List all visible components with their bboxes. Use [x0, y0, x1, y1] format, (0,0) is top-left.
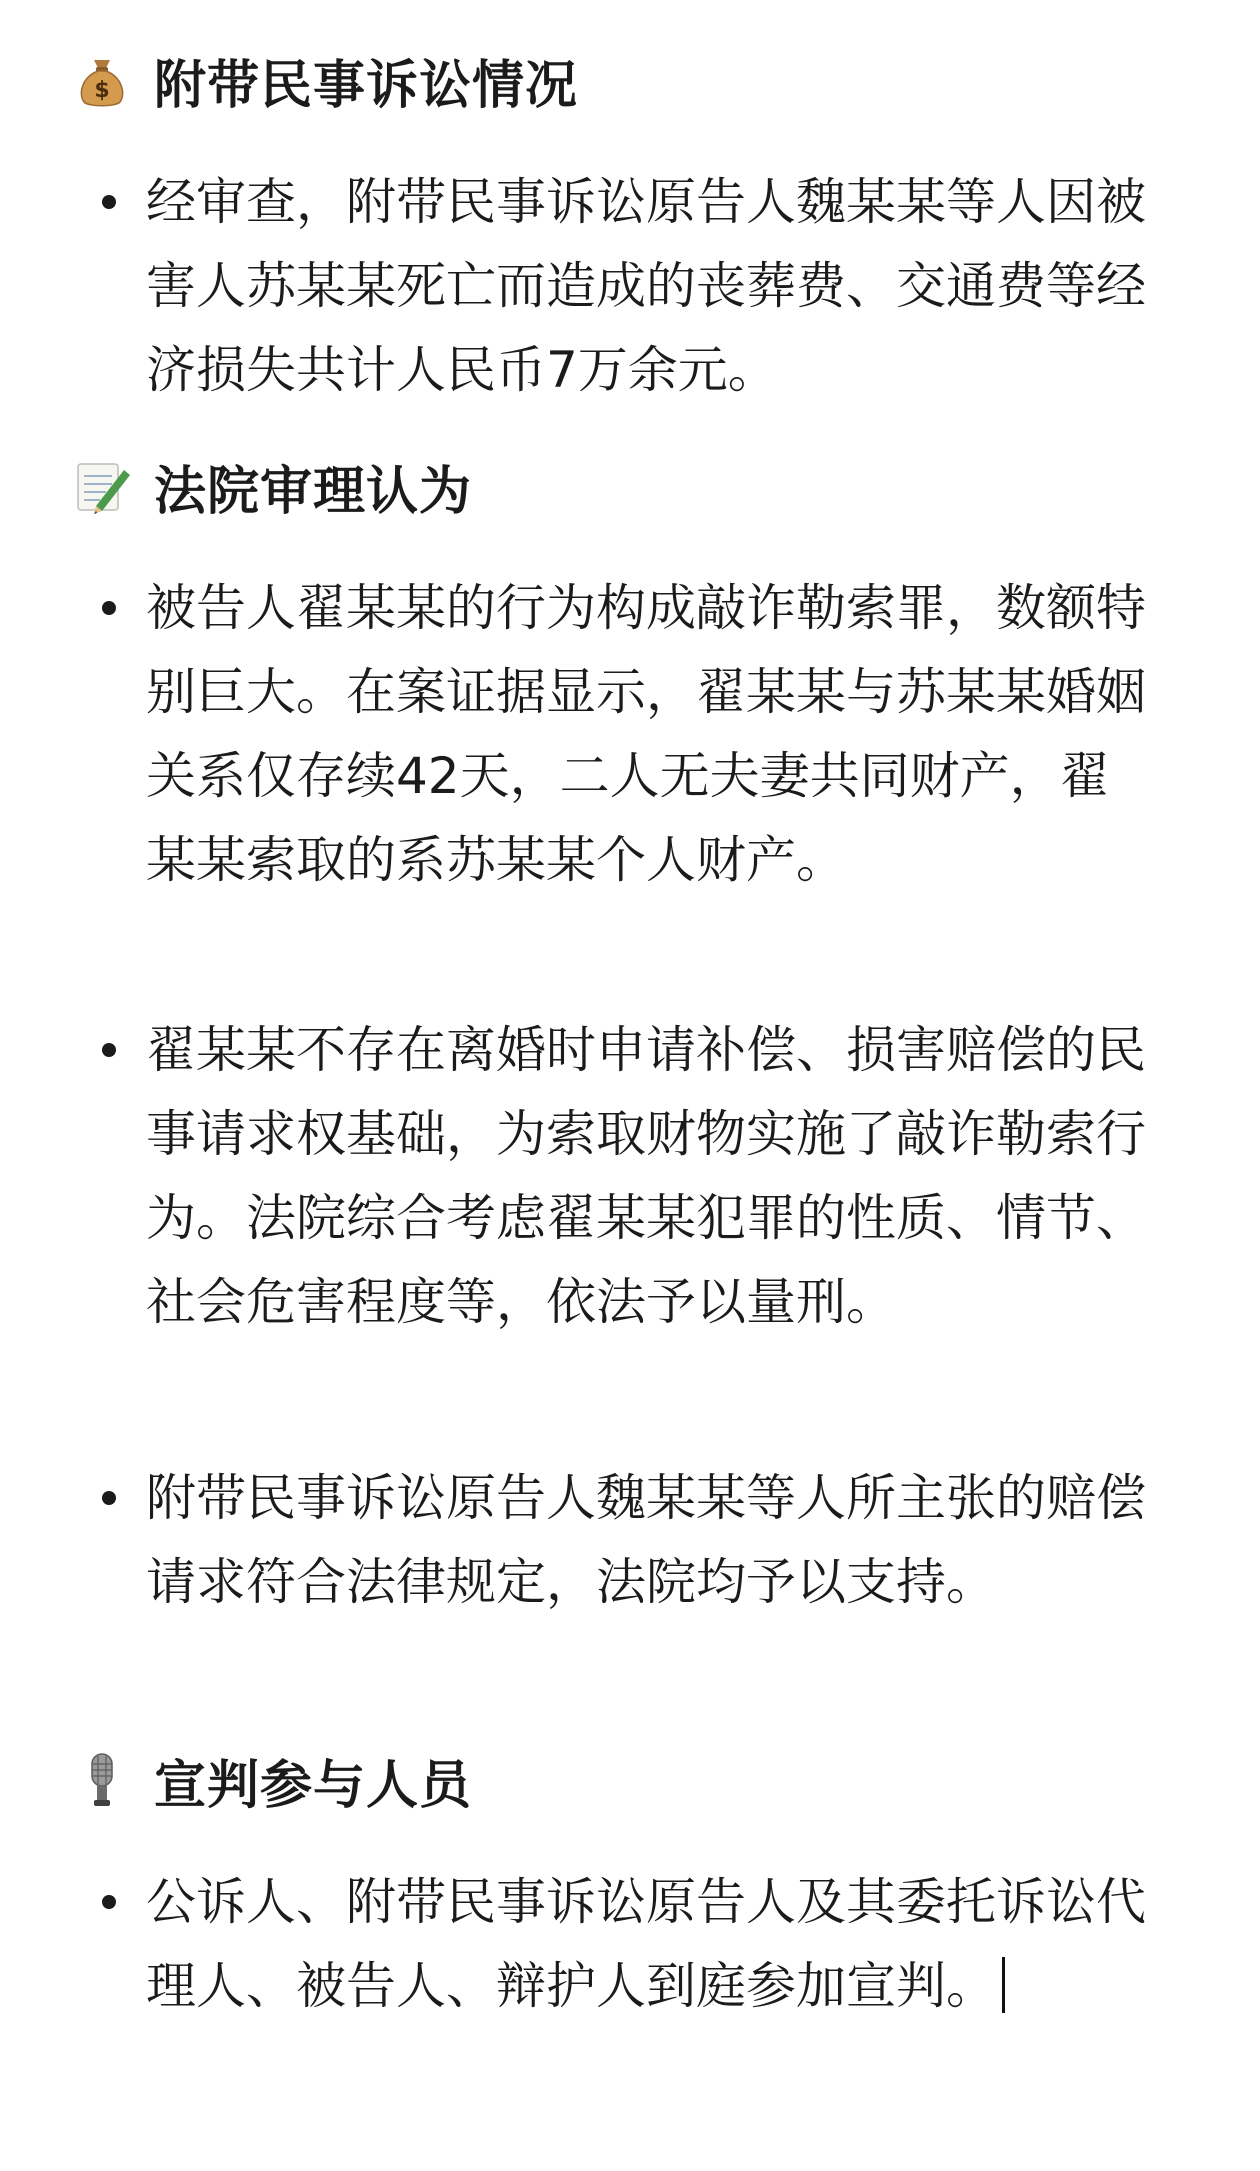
list-item [146, 1008, 1146, 1344]
svg-text:$: $ [94, 78, 110, 103]
list-item-text: 经审查，附带民事诉讼原告人魏某某等人因被害人苏某某死亡而造成的丧葬费、交通费等经济损失共计人民币7万余元。 [146, 173, 1146, 399]
bullet-icon [102, 1895, 116, 1909]
list-item-content: 公诉人、附带民事诉讼原告人及其委托诉讼代理人、被告人、辩护人到庭参加宣判。 [146, 1873, 1146, 2015]
list-item-text: 附带民事诉讼原告人魏某某等人所主张的赔偿请求符合法律规定，法院均予以支持。 [146, 1469, 1146, 1611]
memo-icon [72, 456, 132, 516]
section-title: 法院审理认为 [154, 461, 473, 522]
section-heading-court-opinion [72, 446, 472, 526]
list-item [146, 566, 1146, 902]
bullet-icon [102, 1491, 116, 1505]
bullet-icon [102, 1043, 116, 1057]
section-heading-verdict-participants [72, 1740, 472, 1820]
list-item [146, 1860, 1146, 2028]
money-bag-icon [72, 50, 132, 110]
text-cursor [1002, 1957, 1005, 2013]
section-title: 宣判参与人员 [154, 1755, 473, 1816]
section-title: 附带民事诉讼情况 [154, 55, 579, 116]
section-heading-civil-suit [72, 40, 578, 120]
list-item-text: 翟某某不存在离婚时申请补偿、损害赔偿的民事请求权基础，为索取财物实施了敲诈勒索行为。法院综合考虑翟某某犯罪的性质、情节、社会危害程度等，依法予以量刑。 [146, 1021, 1146, 1331]
bullet-icon [102, 601, 116, 615]
list-item-text [146, 1860, 1146, 2028]
bullet-icon [102, 195, 116, 209]
list-item-text: 被告人翟某某的行为构成敲诈勒索罪，数额特别巨大。在案证据显示，翟某某与苏某某婚姻关系仅存续42天，二人无夫妻共同财产，翟某某索取的系苏某某个人财产。 [146, 579, 1146, 889]
microphone-icon [72, 1750, 132, 1810]
list-item [146, 160, 1146, 412]
list-item [146, 1456, 1146, 1624]
